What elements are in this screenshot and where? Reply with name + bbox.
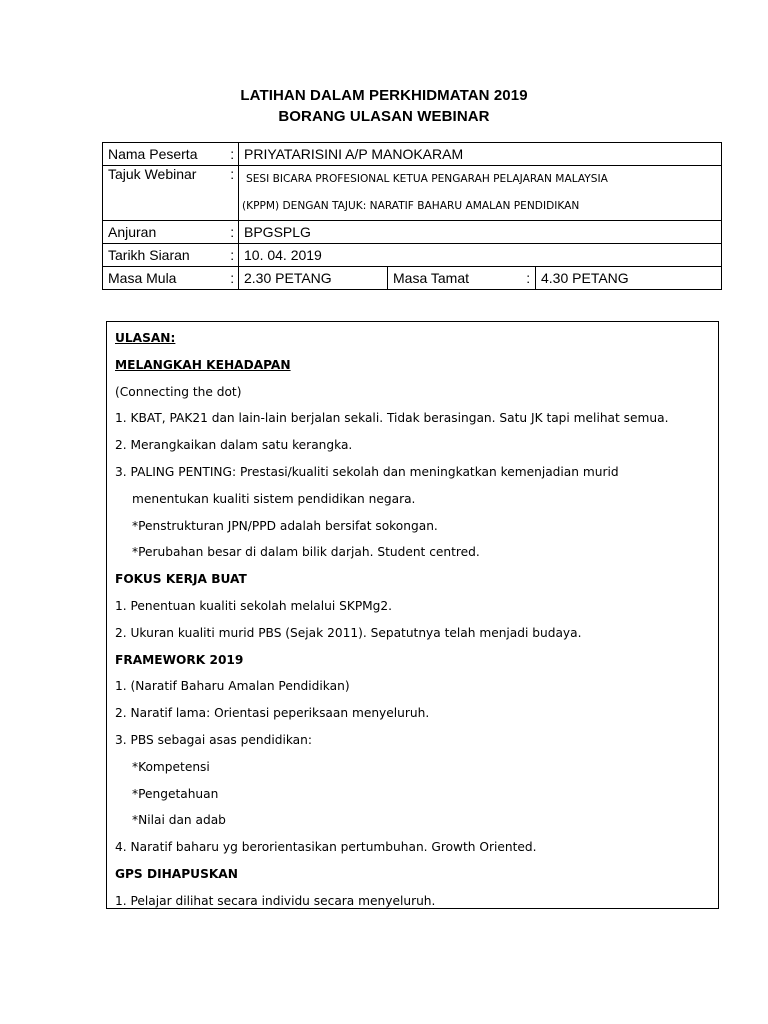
review-line: 1. (Naratif Baharu Amalan Pendidikan) (115, 679, 350, 694)
row-anjuran (103, 221, 722, 244)
section-heading: FOKUS KERJA BUAT (115, 572, 247, 587)
tajuk-label: Tajuk Webinar (103, 166, 227, 221)
colon: : (227, 221, 239, 244)
anjuran-value: BPGSPLG (239, 221, 722, 244)
tamat-value: 4.30 PETANG (536, 267, 722, 290)
tarikh-value: 10. 04. 2019 (239, 244, 722, 267)
page-subtitle: BORANG ULASAN WEBINAR (278, 108, 490, 125)
review-line: 2. Naratif lama: Orientasi peperiksaan menyeluruh. (115, 706, 430, 721)
review-line: *Penstrukturan JPN/PPD adalah bersifat sokongan. (132, 518, 438, 533)
review-line: 4. Naratif baharu yg berorientasikan pertumbuhan. Growth Oriented. (115, 840, 537, 855)
anjuran-label: Anjuran (103, 221, 227, 244)
review-line: 2. Ukuran kualiti murid PBS (Sejak 2011). Sepatutnya telah menjadi budaya. (115, 625, 582, 640)
row-tajuk (103, 166, 722, 221)
review-line: 1. KBAT, PAK21 dan lain-lain berjalan sekali. Tidak berasingan. Satu JK tapi melihat semua. (115, 411, 669, 426)
nama-value: PRIYATARISINI A/P MANOKARAM (239, 143, 722, 166)
section-heading: GPS DIHAPUSKAN (115, 866, 238, 881)
review-line: *Perubahan besar di dalam bilik darjah. Student centred. (132, 545, 480, 560)
review-line: *Pengetahuan (132, 786, 219, 801)
row-tarikh (103, 244, 722, 267)
review-line: *Nilai dan adab (132, 813, 226, 828)
colon: : (227, 267, 239, 290)
tajuk-line-1: SESI BICARA PROFESIONAL KETUA PENGARAH PELAJARAN MALAYSIA (246, 173, 608, 185)
tajuk-value (239, 166, 722, 221)
review-line: *Kompetensi (132, 759, 210, 774)
colon: : (522, 267, 536, 290)
review-heading: ULASAN: (115, 331, 176, 345)
review-line: (Connecting the dot) (115, 384, 242, 399)
mula-value: 2.30 PETANG (239, 267, 388, 290)
colon: : (227, 166, 239, 221)
colon: : (227, 244, 239, 267)
nama-label: Nama Peserta (103, 143, 227, 166)
page-title: LATIHAN DALAM PERKHIDMATAN 2019 (240, 87, 528, 104)
section-heading: FRAMEWORK 2019 (115, 652, 244, 667)
review-line: 3. PBS sebagai asas pendidikan: (115, 732, 312, 747)
review-line: 3. PALING PENTING: Prestasi/kualiti sekolah dan meningkatkan kemenjadian murid (115, 464, 619, 479)
tarikh-label: Tarikh Siaran (103, 244, 227, 267)
review-line: menentukan kualiti sistem pendidikan negara. (132, 491, 416, 506)
row-nama (103, 143, 722, 166)
review-box (106, 321, 719, 909)
tamat-label: Masa Tamat (388, 267, 522, 290)
review-line: 1. Pelajar dilihat secara individu secara menyeluruh. (115, 893, 436, 908)
colon: : (227, 143, 239, 166)
tajuk-line-2: (KPPM) DENGAN TAJUK: NARATIF BAHARU AMALAN PENDIDIKAN (242, 200, 580, 212)
row-masa (103, 267, 722, 290)
participant-info-table (102, 142, 722, 290)
review-line: 1. Penentuan kualiti sekolah melalui SKPMg2. (115, 598, 393, 613)
review-line: 2. Merangkaikan dalam satu kerangka. (115, 438, 353, 453)
section-heading: MELANGKAH KEHADAPAN (115, 357, 291, 372)
mula-label: Masa Mula (103, 267, 227, 290)
